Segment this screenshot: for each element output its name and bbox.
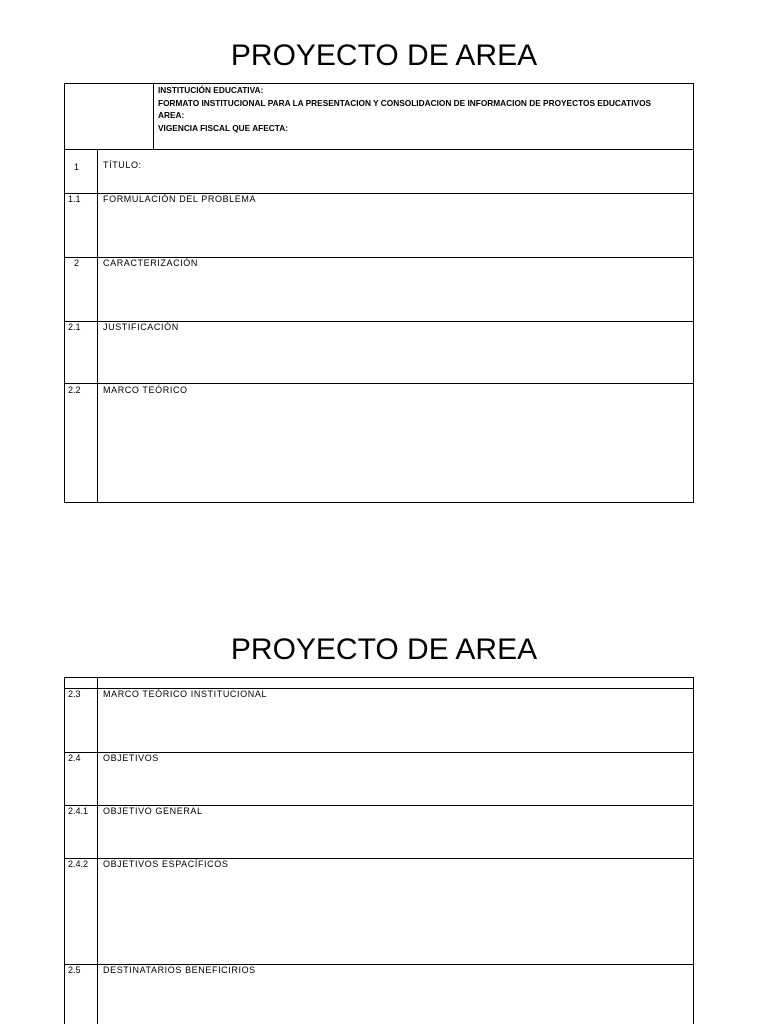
table-border-right: [693, 83, 694, 503]
number-column-divider: [97, 149, 98, 503]
row-label: OBJETIVO GENERAL: [103, 806, 203, 816]
row-number: 2.4.2: [68, 859, 89, 869]
table-border-left: [64, 83, 65, 503]
row-number: 2.4.1: [68, 806, 89, 816]
page-title: PROYECTO DE AREA: [230, 39, 538, 72]
row-number: 2.5: [68, 965, 81, 975]
row-label: OBJETIVOS: [103, 753, 159, 763]
logo-cell-divider: [153, 83, 154, 149]
row-number: 1: [74, 162, 80, 172]
row-number: 2.2: [68, 385, 81, 395]
row-label: MARCO TEÓRICO INSTITUCIONAL: [103, 689, 268, 699]
header-divider: [64, 149, 694, 150]
table-border-bottom: [64, 502, 694, 503]
row-number: 2: [74, 258, 80, 268]
row-label: OBJETIVOS ESPACÍFICOS: [103, 859, 229, 869]
table-border-top: [64, 677, 694, 678]
table-border-right: [693, 677, 694, 1024]
vigencia-label: VIGENCIA FISCAL QUE AFECTA:: [158, 122, 288, 133]
row-label: CARACTERIZACIÓN: [103, 258, 199, 268]
area-label: AREA:: [158, 110, 185, 120]
row-label: MARCO TEÓRICO: [103, 385, 188, 395]
row-label: TÍTULO:: [103, 160, 142, 170]
row-label: FORMULACIÓN DEL PROBLEMA: [103, 194, 257, 204]
row-divider: [64, 383, 694, 384]
header-info: [158, 84, 692, 134]
row-label: JUSTIFICACIÓN: [103, 322, 179, 332]
formato-label: FORMATO INSTITUCIONAL PARA LA PRESENTACION Y CONSOLIDACION DE INFORMACION DE PROYECTOS EDUCATIVOS: [158, 97, 652, 108]
page-title: PROYECTO DE AREA: [230, 633, 538, 666]
institucion-label: INSTITUCIÓN EDUCATIVA:: [158, 85, 264, 95]
row-label: DESTINATARIOS BENEFICIRIOS: [103, 965, 256, 975]
table-border-left: [64, 677, 65, 1024]
number-column-divider: [97, 677, 98, 1024]
row-number: 1.1: [68, 194, 81, 204]
row-number: 2.3: [68, 689, 81, 699]
row-number: 2.4: [68, 753, 81, 763]
row-number: 2.1: [68, 322, 81, 332]
